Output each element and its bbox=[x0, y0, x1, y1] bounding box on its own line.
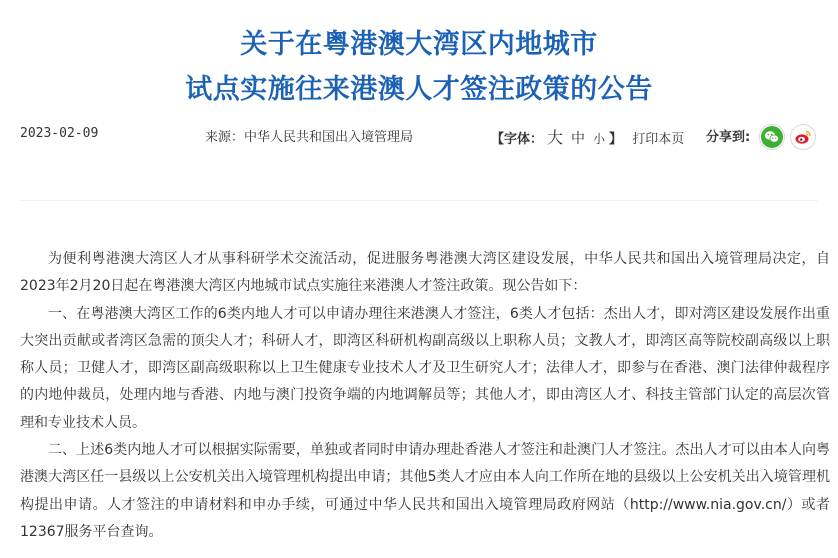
article-source: 来源：中华人民共和国出入境管理局 bbox=[205, 130, 414, 145]
font-medium-button[interactable]: 中 bbox=[571, 131, 586, 147]
font-size-control bbox=[491, 125, 684, 148]
wechat-icon[interactable] bbox=[759, 124, 785, 150]
article-title-line2: 试点实施往来港澳人才签注政策的公告 bbox=[185, 74, 653, 105]
meta-divider bbox=[20, 200, 818, 201]
weibo-icon[interactable] bbox=[790, 124, 816, 150]
share-label: 分享到: bbox=[706, 130, 751, 145]
font-size-label: 【字体： bbox=[491, 132, 544, 147]
publish-date: 2023-02-09 bbox=[20, 126, 99, 141]
font-small-button[interactable]: 小 bbox=[593, 132, 606, 146]
article-title-line1: 关于在粤港澳大湾区内地城市 bbox=[240, 29, 598, 60]
article-paragraph: 一、在粤港澳大湾区工作的6类内地人才可以申请办理往来港澳人才签注，6类人才包括：杰出人才，即对湾区建设发展作出重大突出贡献或者湾区急需的顶尖人才；科研人才，即湾区科研机构副高级以上职称人员；文教人才，即湾区高等院校副高级以上职称人员；卫健人才，即湾区副高级职称以上卫生健康专业技术人才及卫生研究人才；法律人才，即参与在香港、澳门法律仲裁程序的内地仲裁员，处理内地与香港、内地与澳门投资争端的内地调解员等；其他人才，即由湾区人才、科技主管部门认定的高层次管理和专业技术人员。 bbox=[20, 305, 830, 431]
article-body bbox=[20, 246, 830, 546]
print-page-link[interactable]: 打印本页 bbox=[632, 132, 685, 147]
article-meta-bar bbox=[0, 123, 838, 147]
font-large-button[interactable]: 大 bbox=[547, 128, 564, 147]
article-paragraph: 为便利粤港澳大湾区人才从事科研学术交流活动，促进服务粤港澳大湾区建设发展，中华人民共和国出入境管理局决定，自2023年2月20日起在粤港澳大湾区内地城市试点实施往来港澳人才签注政策。现公告如下： bbox=[20, 251, 830, 295]
font-size-close: 】 bbox=[609, 132, 623, 147]
article-paragraph: 二、上述6类内地人才可以根据实际需要，单独或者同时申请办理赴香港人才签注和赴澳门人才签注。杰出人才可以由本人向粤港澳大湾区任一县级以上公安机关出入境管理机构提出申请；其他5类人才应由本人向工作所在地的县级以上公安机关出入境管理机构提出申请。人才签注的申请材料和申办手续，可通过中华人民共和国出入境管理局政府网站（http://www.nia.gov.cn/）或者12367服务平台查询。 bbox=[20, 442, 830, 540]
